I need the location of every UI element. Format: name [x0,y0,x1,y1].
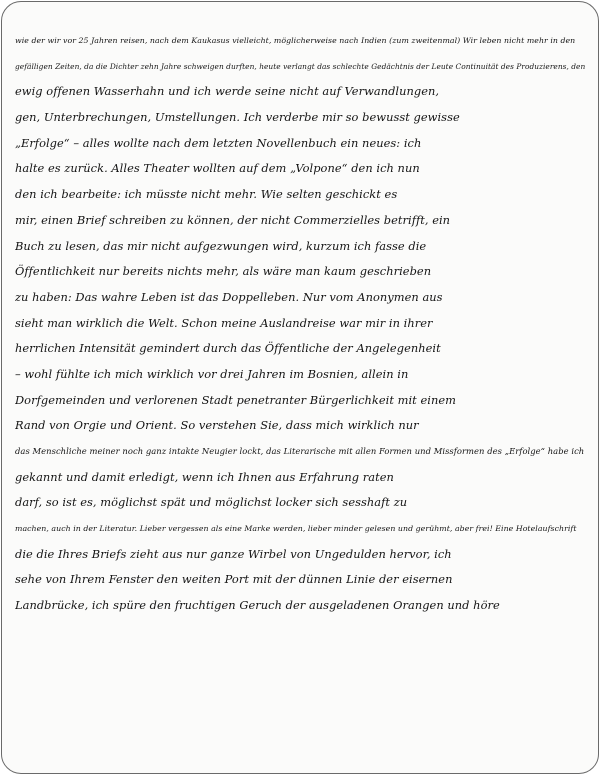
text-line: Öffentlichkeit nur bereits nichts mehr, als wäre man kaum geschrieben [15,264,432,279]
text-line: – wohl fühlte ich mich wirklich vor drei Jahren im Bosnien, allein in [15,366,409,381]
text-line: zu haben: Das wahre Leben ist das Doppelleben. Nur vom Anonymen aus [15,289,443,304]
text-line: Buch zu lesen, das mir nicht aufgezwungen wird, kurzum ich fasse die [15,238,427,253]
text-line: wie der wir vor 25 Jahren reisen, nach dem Kaukasus vielleicht, möglicherweise nach Indien (zum zweitenmal) Wir leben nicht mehr in den [15,36,576,45]
manuscript-page [1,1,599,774]
text-line: „Erfolge“ – alles wollte nach dem letzten Novellenbuch ein neues: ich [15,135,422,150]
text-line: Rand von Orgie und Orient. So verstehen Sie, dass mich wirklich nur [15,418,419,433]
text-line: halte es zurück. Alles Theater wollten auf dem „Volpone“ den ich nun [15,161,420,176]
text-line: das Menschliche meiner noch ganz intakte Neugier lockt, das Literarische mit allen Formen und Missformen des „Erfolge“ habe ich [15,446,585,456]
text-line: den ich bearbeite: ich müsste nicht mehr. Wie selten geschickt es [15,187,398,202]
text-line: herrlichen Intensität gemindert durch das Öffentliche der Angelegenheit [15,341,441,356]
text-line: mir, einen Brief schreiben zu können, der nicht Commerzielles betrifft, ein [15,212,451,227]
text-line: gekannt und damit erledigt, wenn ich Ihnen aus Erfahrung raten [15,469,394,484]
text-line: Landbrücke, ich spüre den fruchtigen Geruch der ausgeladenen Orangen und höre [15,598,500,613]
text-line: machen, auch in der Literatur. Lieber vergessen als eine Marke werden, lieber minder gelesen und gerühmt, aber frei! Eine Hotelaufschrift [15,524,577,534]
text-line: gen, Unterbrechungen, Umstellungen. Ich verderbe mir so bewusst gewisse [15,110,460,125]
handwritten-text-block [15,28,589,619]
text-line: ewig offenen Wasserhahn und ich werde seine nicht auf Verwandlungen, [15,84,440,99]
text-line: sieht man wirklich die Welt. Schon meine Auslandreise war mir in ihrer [15,315,433,330]
text-line: gefälligen Zeiten, da die Dichter zehn Jahre schweigen durften, heute verlangt das schlechte Gedächtnis der Leute Continuität des Produzierens, den [15,61,586,71]
text-line: darf, so ist es, möglichst spät und möglichst locker sich sesshaft zu [15,495,408,510]
text-line: sehe von Ihrem Fenster den weiten Port mit der dünnen Linie der eisernen [15,572,453,587]
text-line: Dorfgemeinden und verlorenen Stadt penetranter Bürgerlichkeit mit einem [15,392,456,407]
text-line: die die Ihres Briefs zieht aus nur ganze Wirbel von Ungedulden hervor, ich [15,546,452,561]
